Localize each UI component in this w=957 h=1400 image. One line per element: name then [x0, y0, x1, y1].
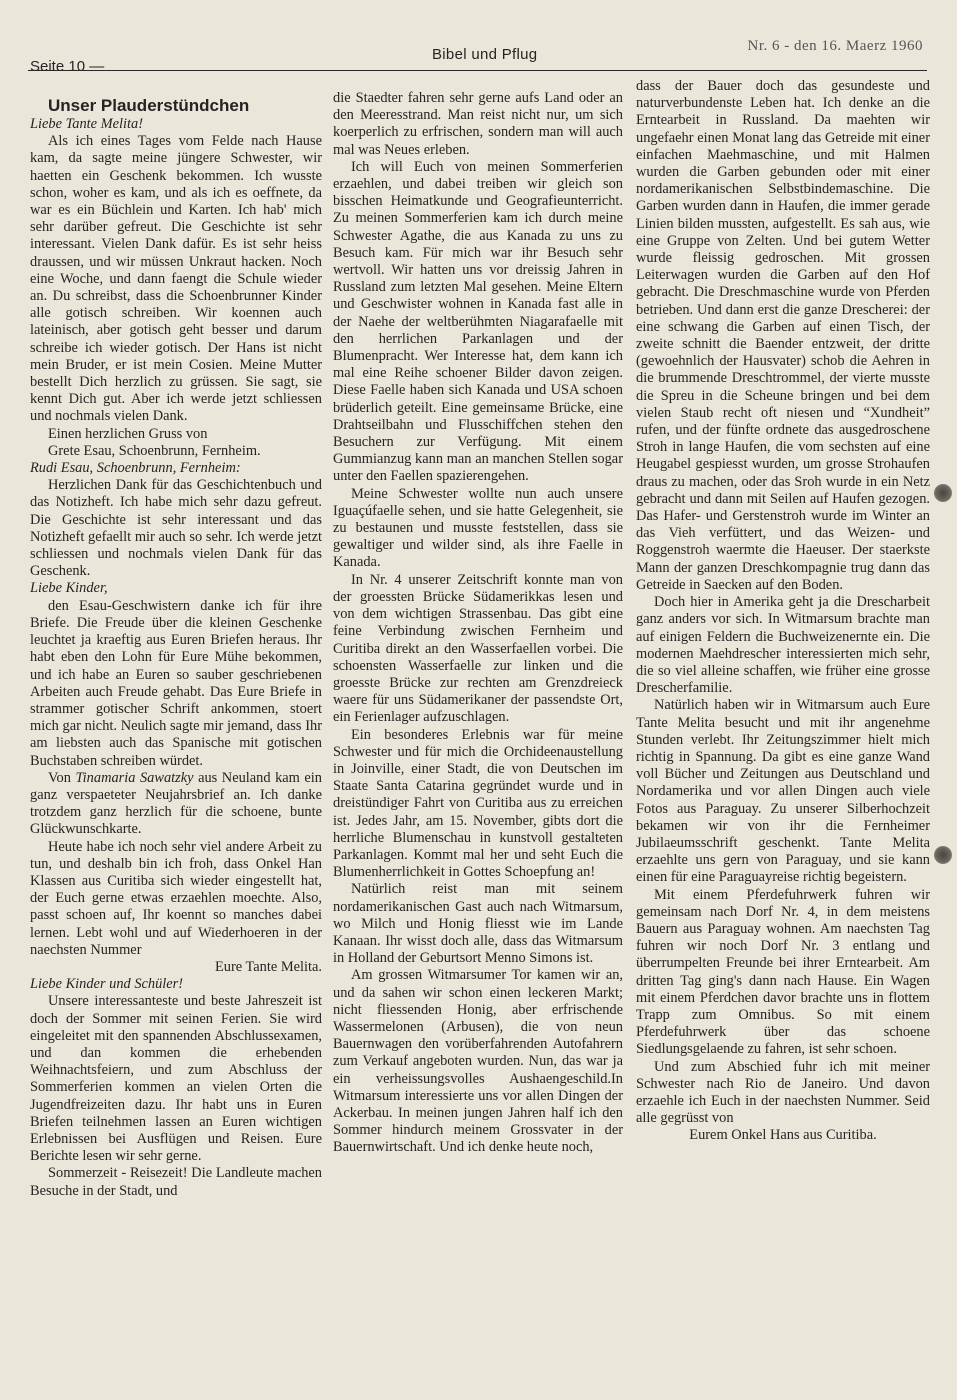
- paragraph: Unsere interessanteste und beste Jahreszeit ist doch der Sommer mit seinen Ferien. Sie wird eingeleitet mit den spannenden Abschlussexamen, und dan kommen die erhebenden Weihnachtsfeiern, und zum Abschluss der Sommerferien kommen an vielen Orten die Jugendfreizeiten dazu. Ihr habt uns in Euren Briefen teilnehmen lassen an Euren wichtigen Erlebnissen bei Ausflügen und Reisen. Eure Berichte lesen wir sehr gerne.: [30, 993, 322, 1165]
- paragraph: [30, 770, 322, 839]
- publication-title: Bibel und Pflug: [432, 46, 538, 63]
- paragraph: Und zum Abschied fuhr ich mit meiner Schwester nach Rio de Janeiro. Und davon erzaehle ich Euch in der naechsten Nummer. Seid alle gegrüsst von: [636, 1058, 930, 1127]
- paragraph: Doch hier in Amerika geht ja die Drescharbeit ganz anders vor sich. In Witmarsum brachte man auf einigen Feldern die Buchweizenernte ein. Die modernen Maehdrescher interessierten mich sehr, die so viel alleine schaffen, wie früher eine grosse Drescherfamilie.: [636, 594, 930, 697]
- header-rule: [28, 70, 927, 71]
- paragraph: Natürlich reist man mit seinem nordamerikanischen Gast auch nach Witmarsum, wo Milch und Honig fliesst wie im Lande Kanaan. Ihr wisst doch alle, dass das Witmarsum in Holland der Geburtsort Menno Simons ist.: [333, 881, 623, 967]
- signature: Grete Esau, Schoenbrunn, Fernheim.: [48, 442, 261, 459]
- name-span: Tinamaria Sawatzky: [75, 769, 194, 786]
- column-2: [333, 90, 623, 1390]
- column-1: [30, 96, 322, 1396]
- issue-date: Nr. 6 - den 16. Maerz 1960: [747, 38, 923, 54]
- signature: Eurem Onkel Hans aus Curitiba.: [689, 1127, 877, 1144]
- salutation: Liebe Kinder,: [30, 580, 108, 597]
- paragraph: Mit einem Pferdefuhrwerk fuhren wir gemeinsam nach Dorf Nr. 4, in dem meistens Bauern aus Paraguay wohnen. Am naechsten Tag fuhren wir noch Dorf Nr. 3 entlang und überrumpelten Freunde bei ihrer Erntearbeit. Am dritten Tag ging's dann nach Hause. Ein Wagen mit einem Pferdchen davor brachte uns in flottem Trapp zum Omnibus. So mit einem Pferdefuhrwerk über das schoene Siedlungsgelaende zu fahren, ist sehr schoen.: [636, 886, 930, 1058]
- article-title: Unser Plauderstündchen: [48, 96, 250, 115]
- paragraph: Ich will Euch von meinen Sommerferien erzaehlen, und dabei treiben wir gleich son bisschen Heimatkunde und Geografieunterricht. Zu meinen Sommerferien kam ich durch meine Schwester Agathe, die aus Kanada zu uns zu Besuch kam. Für mich war ihr Besuch sehr wertvoll. Wir hatten uns vor dreissig Jahren in Russland zum letzten Mal gesehen. Meine Eltern und Geschwister wohnen in Kanada fast alle in der Naehe der weltberühmten Niagarafaelle mit den herrlichen Parkanlagen und der Blumenpracht. Wer Interesse hat, dem kann ich mal eine Reihe schoener Bilder davon zeigen. Diese Faelle haben sich Kanada und USA schoen brüderlich geteilt. Eine gemeinsame Brücke, eine Drahtseilbahn und Flusschiffchen stehen den Besuchern zur Verfügung. Mit einem Gummianzug kann man an manchen Stellen sogar unter den Faellen spazierengehen.: [333, 158, 623, 485]
- salutation: Liebe Kinder und Schüler!: [30, 976, 184, 993]
- paragraph: Sommerzeit - Reisezeit! Die Landleute machen Besuche in der Stadt, und: [30, 1165, 322, 1199]
- paragraph: Als ich eines Tages vom Felde nach Hause kam, da sagte meine jüngere Schwester, wir haetten ein Geschenk bekommen. Ich wusste schon, woher es kam, und als ich es oeffnete, da war es ein Büchlein und Karten. Ich hab' mich sehr darüber gefreut. Die Geschichte ist sehr interessant. Vielen Dank dafür. Es ist sehr heiss draussen, und wir müssen Unkraut hacken. Noch eine Woche, und dann faengt die Schule wieder an. Du schreibst, dass die Schoenbrunner Kinder alle gotisch schreiben. Wir koennen auch lateinisch, aber gotisch geht besser und darum schreibe ich wieder gotisch. Der Hans ist nicht mein Bruder, er ist mein Cosien. Meine Mutter bestellt Dich herzlich zu grüssen. Sie sagt, sie kennt Dich gut. Aber ich werde jetzt schliessen und nochmals vielen Dank.: [30, 133, 322, 425]
- punch-hole-icon: [934, 484, 952, 502]
- salutation: Rudi Esau, Schoenbrunn, Fernheim:: [30, 460, 241, 477]
- text-span: aus Neuland kam ein ganz verspaeteter Neujahrsbrief an. Ich danke trotzdem ganz herzlich für die schoene, bunte Glückwunschkarte.: [30, 769, 322, 838]
- paragraph: Herzlichen Dank für das Geschichtenbuch und das Notizheft. Ich habe mich sehr dazu gefreut. Die Geschichte ist sehr interessant und das Notizheft gefaellt mir auch so sehr. Ich werde jetzt schliessen und nochmals vielen Dank für das Geschenk.: [30, 477, 322, 580]
- paragraph: Am grossen Witmarsumer Tor kamen wir an, und da sahen wir schon einen leckeren Markt; nicht fliessenden Honig, aber erfrischende Wassermelonen (Arbusen), die von neun Bauernwagen den vorüberfahrenden Autofahrern zum Verkauf angeboten wurden. Nun, das war ja ein verheissungsvolles Aushaengeschild.In Witmarsum interessierte uns vor allen Dingen der Ackerbau. In meinen jungen Jahren half ich den Sommer hindurch meinem Grossvater in der Bauernwirtschaft. Und ich denke heute noch,: [333, 967, 623, 1156]
- paragraph: Ein besonderes Erlebnis war für meine Schwester und für mich die Orchideenaustellung in Joinville, einer Stadt, die von Deutschen im Staate Santa Catarina gegründet wurde und in dreistündiger Fahrt von Curitiba aus zu erreichen ist. Jedes Jahr, am 15. November, gibts dort die herrliche Blumenschau in kunstvoll gestalteten Parkanlagen. Kommt mal her und seht Euch die Blumenherrlichkeit in Gottes Schoepfung an!: [333, 726, 623, 881]
- paragraph: dass der Bauer doch das gesundeste und naturverbundenste Leben hat. Ich denke an die Erntearbeit in Russland. Da maehten wir ungefaehr einen Monat lang das Getreide mit einer einfachen Maehmaschine, und mit Halmen wurden die Garben gebunden oder mit einer nordamerikanischen Selbstbindemaschine. Die Garben wurden dann in Haufen, die immer gerade Linien bilden mussten, aufgestellt. Es sah aus, wie eine Gruppe von Zelten. Und bei gutem Wetter wurde fleissig gedroschen. Mit grossen Leiterwagen wurden die Garben auf den Hof gebracht. Die Dreschmaschine wurde von Pferden betrieben. Und dann erst die ganze Drescherei: der eine schwang die Garben auf einen Tisch, der zweite schnitt die Baender entzweit, der dritte (gewoehnlich der Hausvater) schob die Aehren in die brummende Dreschtrommel, der vierte musste die Spreu in die Scheune bringen und bei dem vielen Staub recht oft niesen und “Xundheit” rufen, und der fünfte ordnete das ausgedroschene Stroh in lange Haufen, die vom sechsten auf eine Heugabel gespiesst wurden, um grosse Strohaufen draus zu machen, oder das Sroh wurde in ein Netz gebracht und dann mit Seilen auf Haufen gezogen. Das Hafer- und Gerstenstroh wurde im Winter an das Vieh verfüttert, und das Weizen- und Roggenstroh waermte die Haeuser. Der staerkste Mann der ganzen Dreschkompagnie trug dann das Getreide in Saecken auf den Boden.: [636, 78, 930, 593]
- text-span: Von: [48, 769, 76, 786]
- column-3: [636, 78, 930, 1378]
- paragraph: Natürlich haben wir in Witmarsum auch Eure Tante Melita besucht und mit ihr angenehme Stunden verlebt. Ihr Zeitungszimmer hielt mich richtig in Spannung. Da gibt es eine ganze Wand voll Bücher und Zeitungen aus Deutschland und Nordamerika und vor allen Dingen auch viele Fotos aus Paraguay. Zu unserer Silberhochzeit bekamen wir von ihr die Fernheimer Jubilaeumsschrift geschenkt. Tante Melita erzaehlte uns gern von Paraguay, und sie kann einen für eine Paraguayreise richtig begeistern.: [636, 697, 930, 886]
- paragraph: Meine Schwester wollte nun auch unsere Iguaçúfaelle sehen, und sie hatte Gelegenheit, sie zu bestaunen und musste feststellen, dass sie gewaltiger und wilder sind, als ihre Faelle in Kanada.: [333, 485, 623, 571]
- paragraph: den Esau-Geschwistern danke ich für ihre Briefe. Die Freude über die kleinen Geschenke leuchtet ja kraeftig aus Euren Briefen heraus. Ihr habt eben den Lohn für Eure Mühe bekommen, und ich habe an Euren so sauber geschriebenen Arbeiten auch Freude gehabt. Das Eure Briefe in strammer gotischer Schrift ankommen, stoert mich gar nicht. Neulich sagte mir jemand, dass Ihr am liebsten auch das Spanische mit gotischen Buchstaben schreiben würdet.: [30, 597, 322, 769]
- salutation: Liebe Tante Melita!: [30, 116, 143, 132]
- paragraph: Einen herzlichen Gruss von: [48, 425, 208, 442]
- punch-hole-icon: [934, 846, 952, 864]
- paragraph: In Nr. 4 unserer Zeitschrift konnte man von der groessten Brücke Südamerikkas lesen und von dem wichtigen Strassenbau. Das gibt eine feine Verbindung zwischen Fernheim und Curitiba direkt an den Wasserfaellen vorbei. Die schoensten Wasserfaelle zur linken und die groesste Brücke zur rechten am Grenzdreieck waere für uns Südamerikaner der passendste Ort, ein Ferienlager aufzuschlagen.: [333, 571, 623, 726]
- signature: Eure Tante Melita.: [214, 958, 322, 975]
- paragraph: die Staedter fahren sehr gerne aufs Land oder an den Meeresstrand. Man reist nicht nur, um sich koerperlich zu erfrischen, sondern man will auch mal was Neues erleben.: [333, 90, 623, 158]
- page-number: Seite 10 —: [30, 58, 105, 75]
- paragraph: Heute habe ich noch sehr viel andere Arbeit zu tun, und deshalb bin ich froh, dass Onkel Han Klassen aus Curitiba sich wieder eingestellt hat, der Euch gerne etwas erzaehlen moechte. Also, passt schoen auf, Ihr koennt so manches dabei lernen. Lebt wohl und auf Wiederhoeren in der naechsten Nummer: [30, 838, 322, 958]
